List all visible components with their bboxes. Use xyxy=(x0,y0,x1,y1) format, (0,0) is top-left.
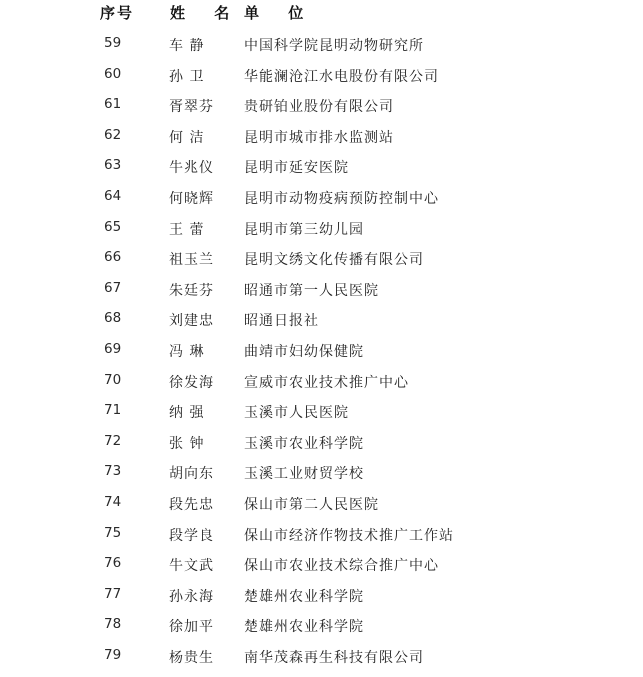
row-name: 孙 卫 xyxy=(169,68,205,85)
row-unit: 昆明市延安医院 xyxy=(244,160,349,177)
row-name: 牛兆仪 xyxy=(169,160,214,177)
row-unit: 中国科学院昆明动物研究所 xyxy=(244,38,424,54)
row-serial-number: 59 xyxy=(104,35,122,51)
table-header xyxy=(0,2,643,24)
row-unit: 保山市农业技术综合推广中心 xyxy=(244,558,439,575)
row-serial-number: 76 xyxy=(104,555,122,572)
header-name: 姓 名 xyxy=(170,4,242,22)
table-row xyxy=(0,188,643,219)
row-name: 何晓辉 xyxy=(169,190,214,207)
row-serial-number: 70 xyxy=(104,371,122,388)
row-serial-number: 69 xyxy=(104,340,122,357)
row-name: 纳 强 xyxy=(169,405,205,422)
table-row xyxy=(0,555,643,586)
row-serial-number: 64 xyxy=(104,187,122,204)
row-unit: 昆明市第三幼儿园 xyxy=(244,221,364,238)
row-name: 牛文武 xyxy=(169,558,214,575)
row-serial-number: 60 xyxy=(104,65,122,82)
header-serial-number: 序号 xyxy=(100,4,135,22)
table-row xyxy=(0,402,643,433)
table-row xyxy=(0,157,643,188)
row-unit: 楚雄州农业科学院 xyxy=(244,619,364,636)
row-unit: 曲靖市妇幼保健院 xyxy=(244,343,364,360)
row-serial-number: 67 xyxy=(104,279,122,296)
row-name: 刘建忠 xyxy=(169,313,214,330)
table-row xyxy=(0,433,643,464)
row-serial-number: 62 xyxy=(104,126,122,143)
table-row xyxy=(0,127,643,158)
row-serial-number: 74 xyxy=(104,493,122,510)
table-row xyxy=(0,35,643,66)
row-name: 徐加平 xyxy=(169,619,214,636)
row-unit: 玉溪市人民医院 xyxy=(244,405,349,422)
row-name: 王 蕾 xyxy=(169,221,205,238)
row-name: 徐发海 xyxy=(169,374,214,391)
row-name: 车 静 xyxy=(169,38,205,54)
row-unit: 昆明文绣文化传播有限公司 xyxy=(244,252,424,269)
row-unit: 昆明市动物疫病预防控制中心 xyxy=(244,190,439,207)
table-row xyxy=(0,647,643,677)
row-name: 胡向东 xyxy=(169,466,214,483)
table-row xyxy=(0,66,643,97)
row-unit: 昭通市第一人民医院 xyxy=(244,282,379,299)
row-name: 何 洁 xyxy=(169,129,205,146)
row-serial-number: 71 xyxy=(104,402,122,419)
row-unit: 玉溪市农业科学院 xyxy=(244,435,364,452)
row-serial-number: 72 xyxy=(104,432,122,449)
row-unit: 玉溪工业财贸学校 xyxy=(244,466,364,483)
table-row xyxy=(0,280,643,311)
row-name: 祖玉兰 xyxy=(169,252,214,269)
table-row xyxy=(0,525,643,556)
row-name: 冯 琳 xyxy=(169,343,205,360)
table-body xyxy=(0,35,643,677)
row-unit: 贵研铂业股份有限公司 xyxy=(244,99,394,116)
table-row xyxy=(0,372,643,403)
table-row xyxy=(0,219,643,250)
row-unit: 昭通日报社 xyxy=(244,313,319,330)
table-row xyxy=(0,586,643,617)
row-serial-number: 73 xyxy=(104,463,122,480)
row-unit: 昆明市城市排水监测站 xyxy=(244,129,394,146)
row-serial-number: 77 xyxy=(104,585,122,602)
table-row xyxy=(0,494,643,525)
table-row xyxy=(0,463,643,494)
table-row xyxy=(0,616,643,647)
row-serial-number: 68 xyxy=(104,310,122,327)
row-serial-number: 63 xyxy=(104,157,122,174)
table-row xyxy=(0,310,643,341)
row-unit: 南华茂森再生科技有限公司 xyxy=(244,649,424,666)
table-row xyxy=(0,341,643,372)
row-name: 孙永海 xyxy=(169,588,214,605)
row-unit: 宣威市农业技术推广中心 xyxy=(244,374,409,391)
row-unit: 华能澜沧江水电股份有限公司 xyxy=(244,68,439,85)
row-unit: 保山市经济作物技术推广工作站 xyxy=(244,527,454,544)
row-serial-number: 79 xyxy=(104,646,122,663)
row-name: 张 钟 xyxy=(169,435,205,452)
row-name: 胥翠芬 xyxy=(169,99,214,116)
row-name: 朱廷芬 xyxy=(169,282,214,299)
table-row xyxy=(0,96,643,127)
row-serial-number: 65 xyxy=(104,218,122,235)
table-row xyxy=(0,249,643,280)
row-serial-number: 75 xyxy=(104,524,122,541)
header-unit: 单 位 xyxy=(244,4,316,22)
row-unit: 保山市第二人民医院 xyxy=(244,496,379,513)
row-unit: 楚雄州农业科学院 xyxy=(244,588,364,605)
row-serial-number: 66 xyxy=(104,249,122,266)
row-name: 杨贵生 xyxy=(169,649,214,666)
row-name: 段先忠 xyxy=(169,496,214,513)
row-serial-number: 61 xyxy=(104,96,122,113)
row-serial-number: 78 xyxy=(104,616,122,633)
row-name: 段学良 xyxy=(169,527,214,544)
